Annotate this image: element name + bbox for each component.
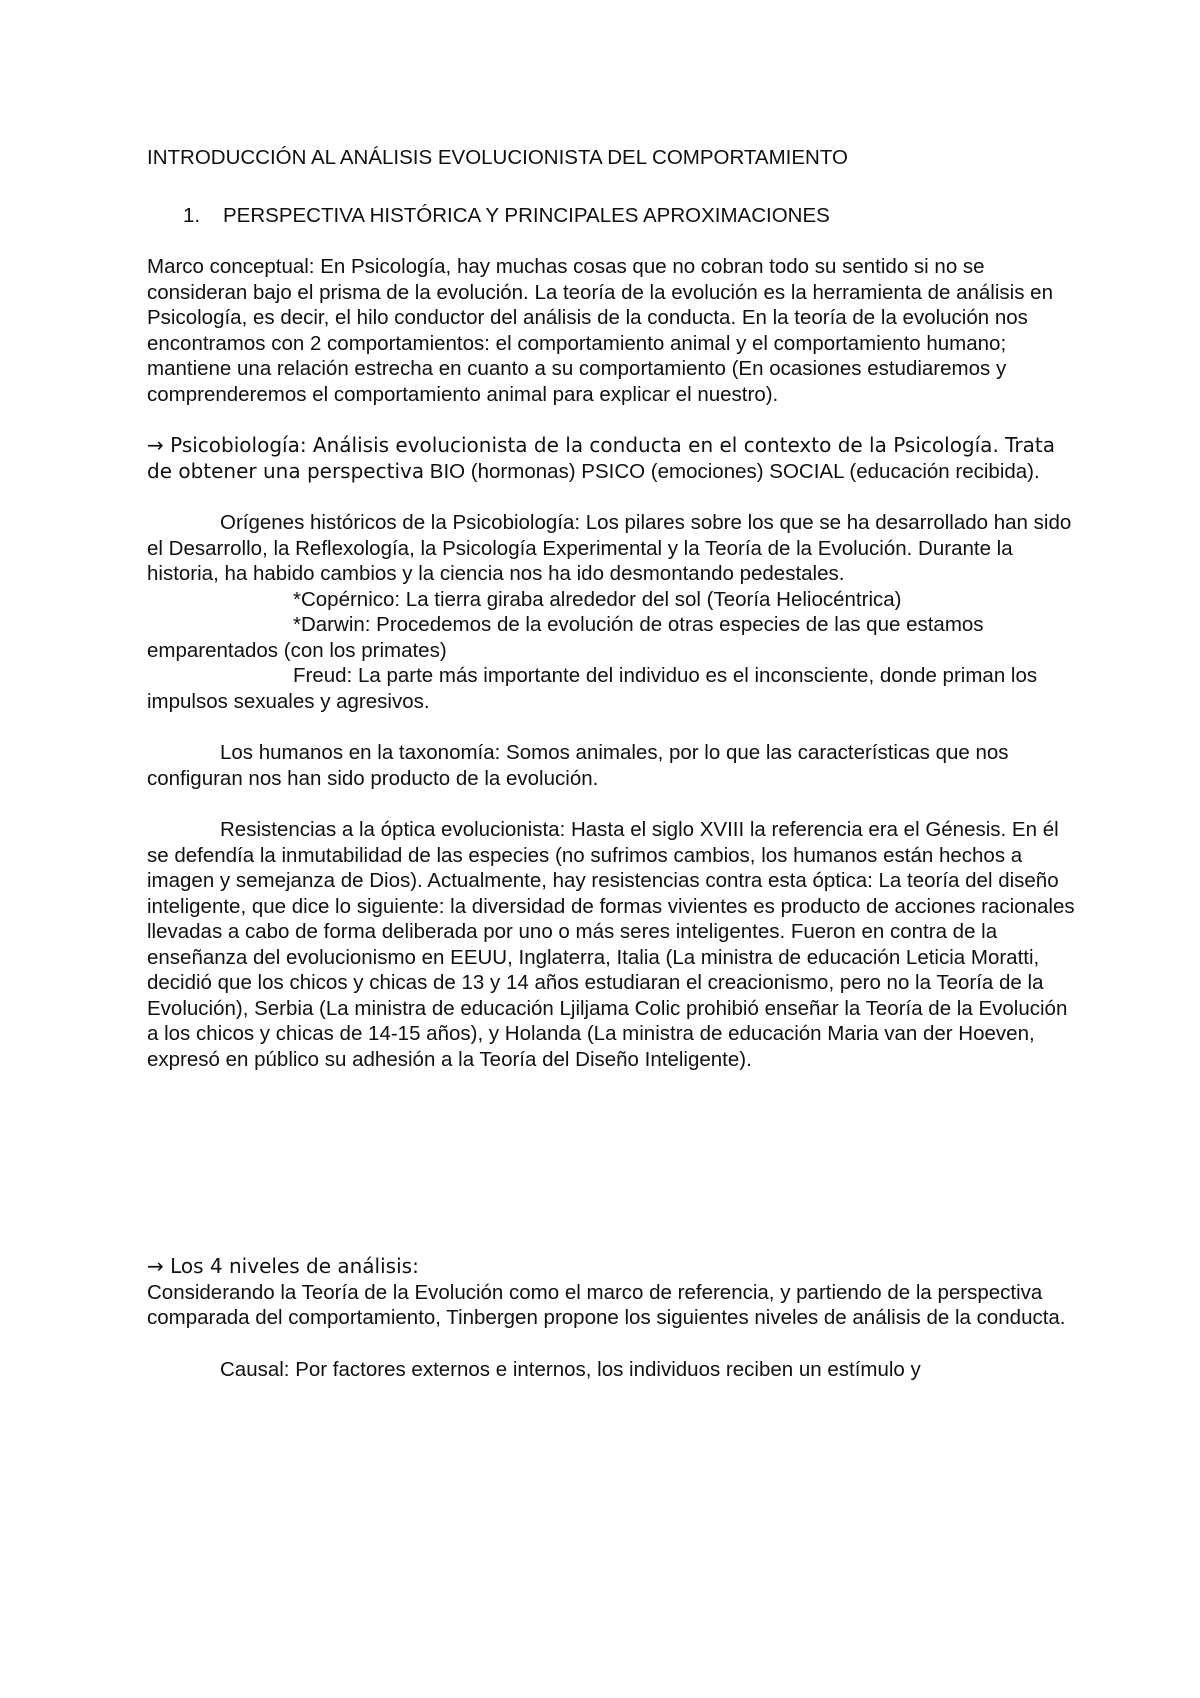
- niveles-paragraph: Considerando la Teoría de la Evolución como el marco de referencia, y partiendo de la perspectiva comparada del comportamiento, Tinbergen propone los siguientes niveles de análisis de la conducta.: [147, 1280, 1066, 1329]
- darwin-item-text: *Darwin: Procedemos de la evolución de otras especies de las que estamos emparentados (con los primates): [147, 613, 984, 662]
- niveles-heading: → Los 4 niveles de análisis:: [147, 1254, 419, 1278]
- document-title: INTRODUCCIÓN AL ANÁLISIS EVOLUCIONISTA DEL COMPORTAMIENTO: [147, 146, 848, 169]
- psicobiologia-definition: → Psicobiología: Análisis evolucionista de la conducta en el contexto de la Psicología. Trata de obtener una perspectiva: [147, 433, 1056, 483]
- marco-conceptual-paragraph: Marco conceptual: En Psicología, hay muchas cosas que no cobran todo su sentido si no se consideran bajo el prisma de la evolución. La teoría de la evolución es la herramienta de análisis en Psicología, es decir, el hilo conductor del análisis de la conducta. En la teoría de la evolución nos encontramos con 2 comportamientos: el comportamiento animal y el comportamiento humano; mantiene una relación estrecha en cuanto a su comportamiento (En ocasiones estudiaremos y comprenderemos el comportamiento animal para explicar el nuestro).: [147, 255, 1053, 406]
- psicobiologia-paragraph: [147, 433, 1077, 484]
- copernico-item: *Copérnico: La tierra giraba alrededor del sol (Teoría Heliocéntrica): [293, 587, 902, 611]
- section-number: 1.: [183, 203, 201, 227]
- darwin-item: [147, 612, 1077, 663]
- section-heading-text: PERSPECTIVA HISTÓRICA Y PRINCIPALES APROXIMACIONES: [223, 203, 830, 227]
- blank-space: [147, 1072, 1077, 1254]
- causal-paragraph: Causal: Por factores externos e internos, los individuos reciben un estímulo y: [220, 1357, 921, 1381]
- section-heading: [147, 203, 1077, 229]
- psicobiologia-bio-psico-social: BIO (hormonas) PSICO (emociones) SOCIAL (educación recibida).: [424, 459, 1040, 483]
- freud-item-text: Freud: La parte más importante del individuo es el inconsciente, donde priman los impulsos sexuales y agresivos.: [147, 664, 1038, 713]
- origenes-paragraph: Orígenes históricos de la Psicobiología: Los pilares sobre los que se ha desarrollado han sido el Desarrollo, la Reflexología, la Psicología Experimental y la Teoría de la Evolución. Durante la historia, ha habido cambios y la ciencia nos ha ido desmontando pedestales.: [147, 511, 1072, 585]
- freud-item: [147, 663, 1077, 714]
- document-body: [147, 145, 1077, 1382]
- resistencias-paragraph: Resistencias a la óptica evolucionista: Hasta el siglo XVIII la referencia era el Génesis. En él se defendía la inmutabilidad de las especies (no sufrimos cambios, los humanos están hechos a imagen y semejanza de Dios). Actualmente, hay resistencias contra esta óptica: La teoría del diseño inteligente, que dice lo siguiente: la diversidad de formas vivientes es producto de acciones racionales llevadas a cabo de forma deliberada por uno o más seres inteligentes. Fueron en contra de la enseñanza del evolucionismo en EEUU, Inglaterra, Italia (La ministra de educación Leticia Moratti, decidió que los chicos y chicas de 13 y 14 años estudiaran el creacionismo, pero no la Teoría de la Evolución), Serbia (La ministra de educación Ljiljama Colic prohibió enseñar la Teoría de la Evolución a los chicos y chicas de 14-15 años), y Holanda (La ministra de educación Maria van der Hoeven, expresó en público su adhesión a la Teoría del Diseño Inteligente).: [147, 818, 1075, 1071]
- taxonomia-paragraph: Los humanos en la taxonomía: Somos animales, por lo que las características que nos configuran nos han sido producto de la evolución.: [147, 741, 1009, 790]
